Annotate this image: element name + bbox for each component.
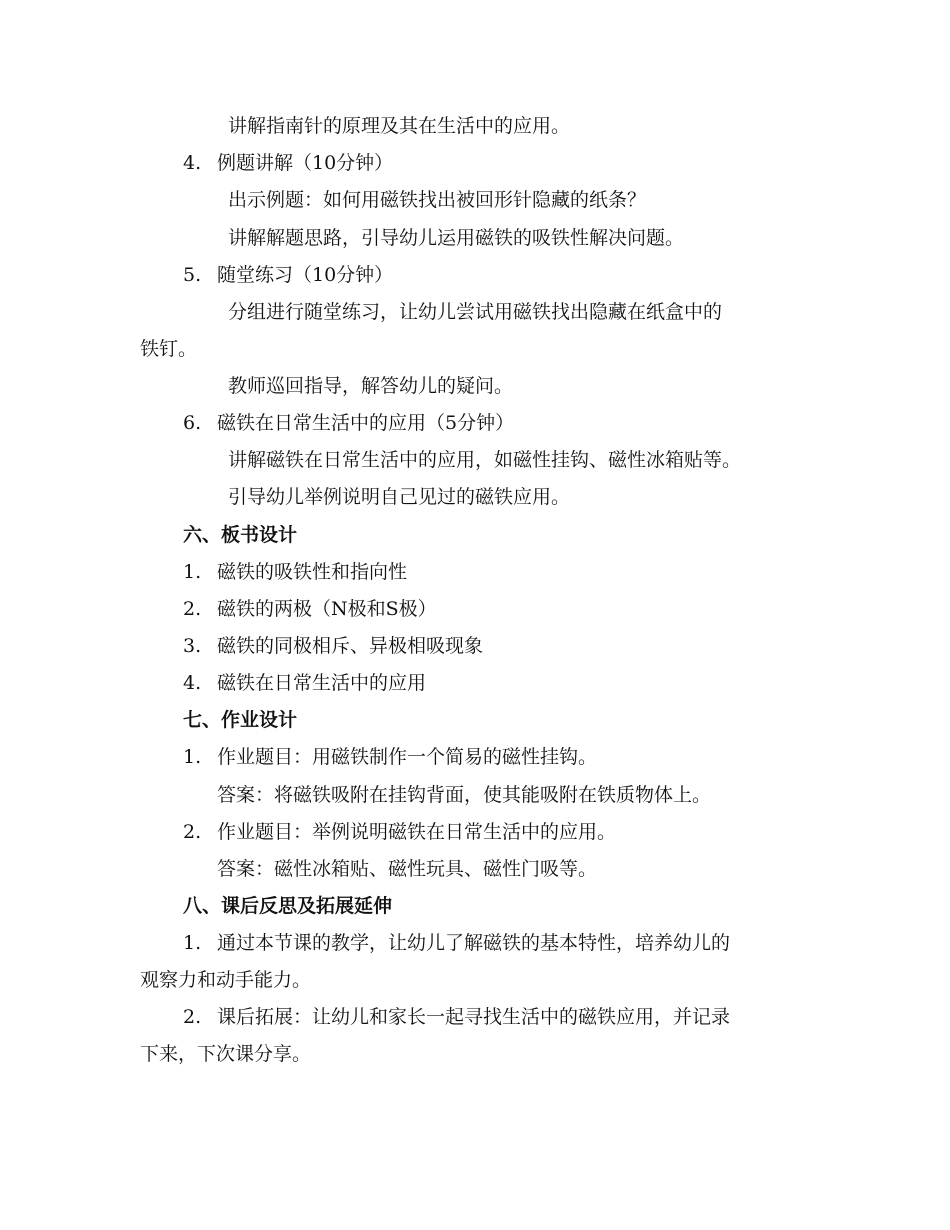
item-number: 2.: [183, 1006, 202, 1028]
list-item: [183, 931, 730, 955]
item-number: 2.: [183, 598, 202, 620]
list-item: [183, 560, 407, 584]
text-line: 出示例题：如何用磁铁找出被回形针隐藏的纸条？: [228, 189, 647, 211]
text-line: 分组进行随堂练习，让幼儿尝试用磁铁找出隐藏在纸盒中的: [228, 301, 723, 323]
list-item: [183, 745, 597, 769]
item-text: 磁铁的同极相斥、异极相吸现象: [217, 635, 484, 657]
item-text: 磁铁在日常生活中的应用（5分钟）: [217, 412, 515, 434]
text-line: 讲解磁铁在日常生活中的应用，如磁性挂钩、磁性冰箱贴等。: [228, 449, 742, 471]
item-text: 通过本节课的教学，让幼儿了解磁铁的基本特性，培养幼儿的: [217, 932, 731, 954]
item-number: 1.: [183, 932, 202, 954]
item-text: 磁铁的吸铁性和指向性: [217, 561, 408, 583]
item-text: 课后拓展：让幼儿和家长一起寻找生活中的磁铁应用，并记录: [217, 1006, 731, 1028]
item-number: 4.: [183, 672, 202, 694]
item-number: 2.: [183, 821, 202, 843]
item-number: 3.: [183, 635, 202, 657]
text-line: 教师巡回指导，解答幼儿的疑问。: [228, 375, 514, 397]
section-heading: 七、作业设计: [183, 709, 298, 731]
list-item: [183, 411, 514, 435]
text-line: 下来，下次课分享。: [140, 1043, 312, 1065]
text-line: 铁钉。: [140, 338, 198, 360]
list-item: [183, 597, 437, 621]
item-number: 6.: [183, 412, 202, 434]
list-item: [183, 671, 426, 695]
list-item: [183, 263, 393, 287]
item-text: 例题讲解（10分钟）: [217, 152, 394, 174]
text-line: 讲解指南针的原理及其在生活中的应用。: [228, 115, 571, 137]
text-line: 引导幼儿举例说明自己见过的磁铁应用。: [228, 486, 571, 508]
text-line: 讲解解题思路，引导幼儿运用磁铁的吸铁性解决问题。: [228, 227, 685, 249]
item-number: 1.: [183, 746, 202, 768]
item-text: 随堂练习（10分钟）: [217, 264, 394, 286]
item-text: 作业题目：用磁铁制作一个简易的磁性挂钩。: [217, 746, 598, 768]
item-number: 4.: [183, 152, 202, 174]
answer-line: 答案：磁性冰箱贴、磁性玩具、磁性门吸等。: [217, 858, 598, 880]
list-item: [183, 1005, 730, 1029]
section-heading: 六、板书设计: [183, 524, 298, 546]
item-text: 作业题目：举例说明磁铁在日常生活中的应用。: [217, 821, 617, 843]
item-text: 磁铁在日常生活中的应用: [217, 672, 427, 694]
section-heading: 八、课后反思及拓展延伸: [183, 895, 393, 917]
item-number: 5.: [183, 264, 202, 286]
list-item: [183, 151, 393, 175]
text-line: 观察力和动手能力。: [140, 969, 312, 991]
item-text: 磁铁的两极（N极和S极）: [217, 598, 437, 620]
list-item: [183, 634, 483, 658]
list-item: [183, 820, 616, 844]
item-number: 1.: [183, 561, 202, 583]
answer-line: 答案：将磁铁吸附在挂钩背面，使其能吸附在铁质物体上。: [217, 784, 712, 806]
